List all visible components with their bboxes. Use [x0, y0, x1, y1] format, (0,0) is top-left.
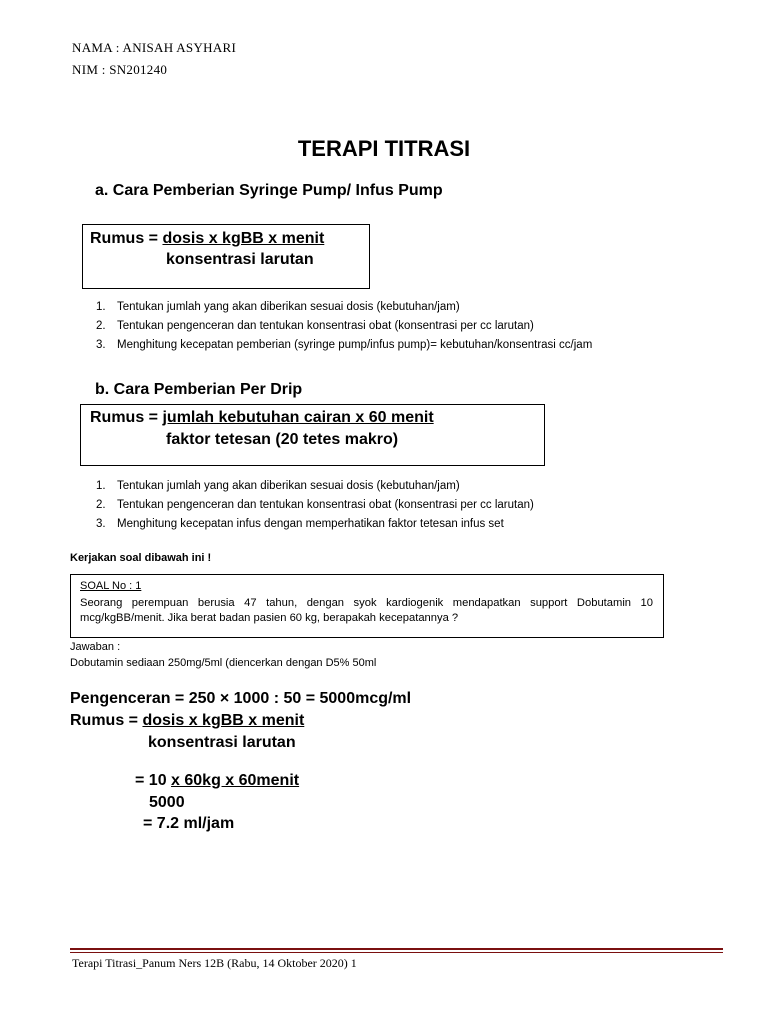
pengenceran-line: Pengenceran = 250 × 1000 : 50 = 5000mcg/ml: [70, 690, 412, 707]
list-item: 1. Tentukan jumlah yang akan diberikan sesuai dosis (kebutuhan/jam): [96, 480, 460, 492]
formula-b-prefix: Rumus =: [90, 409, 163, 426]
section-a-steps: [96, 298, 592, 355]
section-b-steps: [96, 477, 534, 534]
calc-prefix: = 10: [135, 772, 172, 789]
jawaban-label: Jawaban :: [70, 641, 121, 653]
solution-rumus-line: [70, 712, 304, 730]
soal-label: SOAL No : 1: [80, 580, 142, 592]
formula-b-denominator: faktor tetesan (20 tetes makro): [166, 431, 399, 448]
formula-b-numerator: jumlah kebutuhan cairan x 60 menit: [162, 409, 434, 426]
calc-line: [135, 772, 299, 790]
student-name: NAMA : ANISAH ASYHARI: [72, 40, 237, 55]
section-b-heading: b. Cara Pemberian Per Drip: [95, 381, 303, 398]
student-nim: NIM : SN201240: [72, 62, 168, 77]
section-a-heading: a. Cara Pemberian Syringe Pump/ Infus Pump: [95, 182, 443, 199]
instruction-text: Kerjakan soal dibawah ini !: [70, 552, 212, 564]
footer-divider-thin: [70, 952, 723, 953]
calc-result: = 7.2 ml/jam: [143, 815, 235, 832]
formula-a-numerator-line: [90, 230, 324, 248]
page-footer: Terapi Titrasi_Panum Ners 12B (Rabu, 14 Oktober 2020) 1: [72, 956, 357, 970]
jawaban-sediaan: Dobutamin sediaan 250mg/5ml (diencerkan dengan D5% 50ml: [70, 657, 377, 669]
list-item: 3. Menghitung kecepatan pemberian (syringe pump/infus pump)= kebutuhan/konsentrasi cc/jam: [96, 339, 593, 351]
solution-rumus-prefix: Rumus =: [70, 712, 143, 729]
formula-a-prefix: Rumus =: [90, 230, 163, 247]
calc-denominator: 5000: [149, 794, 185, 811]
formula-a-denominator: konsentrasi larutan: [166, 251, 314, 268]
formula-b-numerator-line: [90, 409, 434, 427]
list-item: 2. Tentukan pengenceran dan tentukan konsentrasi obat (konsentrasi per cc larutan): [96, 320, 534, 332]
calc-numerator: x 60kg x 60menit: [171, 772, 300, 789]
list-item: 1. Tentukan jumlah yang akan diberikan sesuai dosis (kebutuhan/jam): [96, 301, 460, 313]
solution-rumus-denominator: konsentrasi larutan: [148, 734, 296, 751]
page-title: TERAPI TITRASI: [297, 136, 471, 161]
list-item: 3. Menghitung kecepatan infus dengan memperhatikan faktor tetesan infus set: [96, 518, 504, 530]
solution-rumus-numerator: dosis x kgBB x menit: [142, 712, 305, 729]
list-item: 2. Tentukan pengenceran dan tentukan konsentrasi obat (konsentrasi per cc larutan): [96, 499, 534, 511]
soal-text: Seorang perempuan berusia 47 tahun, dengan syok kardiogenik mendapatkan support Dobutamin 10 mcg/kgBB/menit. Jika berat badan pasien 60 kg, berapakah kecepatannya ?: [80, 597, 653, 624]
formula-a-numerator: dosis x kgBB x menit: [162, 230, 325, 247]
footer-divider: [70, 948, 723, 950]
